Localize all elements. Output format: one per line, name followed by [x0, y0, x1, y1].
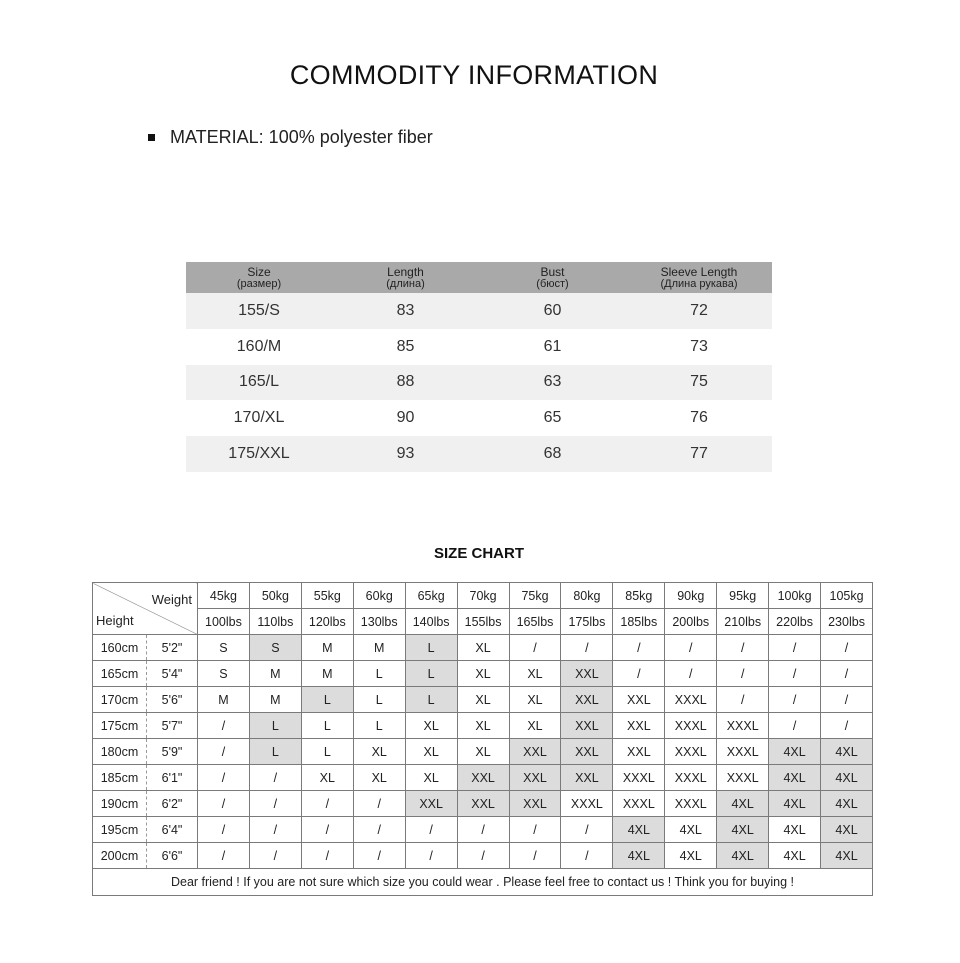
- height-ft-cell: 5'9": [147, 739, 198, 765]
- size-cell: XXL: [561, 739, 613, 765]
- size-cell: /: [249, 765, 301, 791]
- size-cell: /: [717, 635, 769, 661]
- size-cell: XXL: [561, 765, 613, 791]
- size-cell: 4XL: [821, 765, 873, 791]
- height-ft-cell: 6'4": [147, 817, 198, 843]
- size-cell: XL: [301, 765, 353, 791]
- size-chart-row: [93, 739, 873, 765]
- size-cell: /: [665, 661, 717, 687]
- measurement-cell: 160/M: [186, 329, 332, 365]
- size-cell: M: [301, 661, 353, 687]
- measurement-cell: 75: [626, 365, 772, 401]
- height-ft-cell: 5'7": [147, 713, 198, 739]
- weight-kg-header: 85kg: [613, 583, 665, 609]
- size-cell: /: [457, 843, 509, 869]
- size-cell: 4XL: [821, 843, 873, 869]
- height-ft-cell: 6'6": [147, 843, 198, 869]
- column-header-length: Length (длина): [332, 262, 479, 293]
- weight-kg-header: 90kg: [665, 583, 717, 609]
- size-cell: /: [301, 843, 353, 869]
- size-chart-row: [93, 687, 873, 713]
- size-cell: L: [301, 713, 353, 739]
- size-cell: 4XL: [821, 817, 873, 843]
- size-cell: 4XL: [769, 817, 821, 843]
- height-ft-cell: 5'2": [147, 635, 198, 661]
- size-cell: XL: [457, 713, 509, 739]
- weight-lbs-header: 140lbs: [405, 609, 457, 635]
- measurement-cell: 170/XL: [186, 400, 332, 436]
- size-cell: L: [301, 687, 353, 713]
- measurement-table: [186, 262, 772, 472]
- column-header-bust: Bust (бюст): [479, 262, 626, 293]
- size-chart-row: [93, 765, 873, 791]
- height-ft-cell: 6'2": [147, 791, 198, 817]
- size-cell: /: [249, 817, 301, 843]
- measurement-cell: 65: [479, 400, 626, 436]
- size-cell: /: [353, 791, 405, 817]
- weight-kg-header: 95kg: [717, 583, 769, 609]
- measurement-cell: 165/L: [186, 365, 332, 401]
- size-cell: XXXL: [561, 791, 613, 817]
- size-cell: XXXL: [665, 739, 717, 765]
- measurement-cell: 60: [479, 293, 626, 329]
- size-cell: 4XL: [769, 791, 821, 817]
- size-cell: XL: [405, 739, 457, 765]
- weight-lbs-header: 155lbs: [457, 609, 509, 635]
- size-chart-table: [92, 582, 873, 896]
- size-cell: /: [769, 635, 821, 661]
- height-cm-cell: 195cm: [93, 817, 147, 843]
- weight-kg-header: 105kg: [821, 583, 873, 609]
- size-chart-row: [93, 635, 873, 661]
- size-cell: L: [249, 713, 301, 739]
- size-cell: /: [769, 713, 821, 739]
- weight-kg-header: 50kg: [249, 583, 301, 609]
- size-cell: L: [353, 687, 405, 713]
- size-cell: /: [353, 843, 405, 869]
- size-cell: /: [198, 843, 250, 869]
- height-label: Height: [96, 613, 134, 628]
- measurement-header-row: [186, 262, 772, 293]
- size-cell: /: [198, 713, 250, 739]
- size-cell: XL: [405, 713, 457, 739]
- weight-lbs-header: 200lbs: [665, 609, 717, 635]
- weight-kg-header: 80kg: [561, 583, 613, 609]
- measurement-cell: 76: [626, 400, 772, 436]
- size-chart-row: [93, 713, 873, 739]
- size-cell: XL: [457, 661, 509, 687]
- weight-kg-header: 55kg: [301, 583, 353, 609]
- size-cell: 4XL: [613, 843, 665, 869]
- size-cell: XL: [509, 687, 561, 713]
- size-cell: 4XL: [769, 739, 821, 765]
- size-cell: /: [821, 635, 873, 661]
- size-cell: XXL: [561, 713, 613, 739]
- measurement-cell: 72: [626, 293, 772, 329]
- size-cell: XXL: [509, 739, 561, 765]
- size-cell: XXL: [613, 713, 665, 739]
- weight-lbs-header: 220lbs: [769, 609, 821, 635]
- measurement-cell: 77: [626, 436, 772, 472]
- measurement-cell: 90: [332, 400, 479, 436]
- height-cm-cell: 160cm: [93, 635, 147, 661]
- size-cell: M: [198, 687, 250, 713]
- size-cell: /: [561, 817, 613, 843]
- size-cell: XXL: [457, 791, 509, 817]
- size-cell: /: [717, 687, 769, 713]
- size-cell: XXXL: [717, 765, 769, 791]
- size-cell: M: [249, 687, 301, 713]
- weight-lbs-header: 110lbs: [249, 609, 301, 635]
- size-cell: L: [405, 687, 457, 713]
- size-cell: /: [821, 713, 873, 739]
- size-cell: XXXL: [717, 739, 769, 765]
- size-cell: /: [301, 817, 353, 843]
- size-cell: XL: [509, 713, 561, 739]
- size-cell: XXL: [561, 687, 613, 713]
- size-cell: XL: [353, 739, 405, 765]
- measurement-row: [186, 329, 772, 365]
- size-cell: XXXL: [613, 765, 665, 791]
- weight-lbs-header: 165lbs: [509, 609, 561, 635]
- size-cell: M: [301, 635, 353, 661]
- size-cell: /: [509, 843, 561, 869]
- weight-lbs-header: 210lbs: [717, 609, 769, 635]
- weight-lbs-header: 120lbs: [301, 609, 353, 635]
- height-ft-cell: 5'6": [147, 687, 198, 713]
- size-chart-row: [93, 791, 873, 817]
- weight-label: Weight: [151, 592, 192, 607]
- size-cell: XXL: [509, 765, 561, 791]
- measurement-row: [186, 293, 772, 329]
- size-cell: XXL: [613, 687, 665, 713]
- size-cell: XXXL: [665, 765, 717, 791]
- measurement-cell: 83: [332, 293, 479, 329]
- weight-lbs-header: 230lbs: [821, 609, 873, 635]
- size-cell: /: [821, 687, 873, 713]
- size-chart-note: Dear friend ! If you are not sure which size you could wear . Please feel free to contact us ! Think you for buying !: [93, 869, 873, 896]
- size-cell: /: [301, 791, 353, 817]
- size-cell: 4XL: [821, 739, 873, 765]
- size-cell: 4XL: [613, 817, 665, 843]
- size-cell: L: [405, 635, 457, 661]
- weight-kg-header: 60kg: [353, 583, 405, 609]
- size-cell: L: [405, 661, 457, 687]
- measurement-row: [186, 365, 772, 401]
- weight-kg-header: 70kg: [457, 583, 509, 609]
- size-cell: 4XL: [665, 817, 717, 843]
- size-cell: 4XL: [717, 817, 769, 843]
- size-cell: L: [353, 713, 405, 739]
- height-ft-cell: 6'1": [147, 765, 198, 791]
- size-cell: XL: [457, 739, 509, 765]
- size-chart-row: [93, 661, 873, 687]
- size-cell: /: [769, 661, 821, 687]
- size-cell: XL: [405, 765, 457, 791]
- size-cell: XXXL: [665, 791, 717, 817]
- weight-lbs-row: [93, 609, 873, 635]
- measurement-cell: 73: [626, 329, 772, 365]
- measurement-row: [186, 400, 772, 436]
- size-cell: XL: [457, 635, 509, 661]
- corner-header: [93, 583, 198, 635]
- measurement-cell: 155/S: [186, 293, 332, 329]
- size-cell: /: [613, 635, 665, 661]
- measurement-cell: 61: [479, 329, 626, 365]
- size-cell: 4XL: [769, 765, 821, 791]
- size-cell: XXL: [561, 661, 613, 687]
- size-cell: /: [561, 843, 613, 869]
- material-line: [148, 127, 433, 148]
- size-cell: XL: [353, 765, 405, 791]
- weight-kg-header: 45kg: [198, 583, 250, 609]
- size-cell: XXL: [613, 739, 665, 765]
- weight-kg-header: 75kg: [509, 583, 561, 609]
- size-cell: 4XL: [769, 843, 821, 869]
- height-cm-cell: 190cm: [93, 791, 147, 817]
- page-title: COMMODITY INFORMATION: [289, 60, 659, 90]
- measurement-row: [186, 436, 772, 472]
- size-cell: /: [821, 661, 873, 687]
- size-cell: /: [198, 791, 250, 817]
- measurement-cell: 68: [479, 436, 626, 472]
- weight-kg-header: 65kg: [405, 583, 457, 609]
- size-cell: 4XL: [665, 843, 717, 869]
- column-header-sleeve-length: Sleeve Length (Длина рукава): [626, 262, 772, 293]
- size-cell: XXXL: [665, 713, 717, 739]
- size-cell: M: [353, 635, 405, 661]
- height-cm-cell: 185cm: [93, 765, 147, 791]
- size-cell: /: [198, 739, 250, 765]
- height-cm-cell: 180cm: [93, 739, 147, 765]
- size-cell: /: [509, 635, 561, 661]
- weight-lbs-header: 185lbs: [613, 609, 665, 635]
- weight-lbs-header: 130lbs: [353, 609, 405, 635]
- size-cell: XXL: [509, 791, 561, 817]
- size-cell: L: [249, 739, 301, 765]
- size-chart-note-row: [93, 869, 873, 896]
- size-cell: XXXL: [665, 687, 717, 713]
- weight-lbs-header: 175lbs: [561, 609, 613, 635]
- size-cell: 4XL: [717, 843, 769, 869]
- measurement-cell: 63: [479, 365, 626, 401]
- size-cell: L: [353, 661, 405, 687]
- size-cell: 4XL: [717, 791, 769, 817]
- size-cell: /: [561, 635, 613, 661]
- size-chart-row: [93, 817, 873, 843]
- size-cell: S: [198, 661, 250, 687]
- material-text: MATERIAL: 100% polyester fiber: [170, 127, 433, 147]
- size-cell: /: [665, 635, 717, 661]
- weight-lbs-header: 100lbs: [198, 609, 250, 635]
- size-cell: /: [249, 843, 301, 869]
- measurement-cell: 85: [332, 329, 479, 365]
- size-cell: XL: [457, 687, 509, 713]
- measurement-cell: 88: [332, 365, 479, 401]
- size-cell: XXXL: [613, 791, 665, 817]
- weight-kg-header: 100kg: [769, 583, 821, 609]
- height-cm-cell: 200cm: [93, 843, 147, 869]
- measurement-cell: 175/XXL: [186, 436, 332, 472]
- height-cm-cell: 165cm: [93, 661, 147, 687]
- size-chart-row: [93, 843, 873, 869]
- height-cm-cell: 170cm: [93, 687, 147, 713]
- size-cell: /: [198, 817, 250, 843]
- column-header-size: Size (размер): [186, 262, 332, 293]
- size-cell: XXL: [457, 765, 509, 791]
- size-cell: S: [198, 635, 250, 661]
- size-cell: /: [457, 817, 509, 843]
- size-cell: XXXL: [717, 713, 769, 739]
- size-cell: XL: [509, 661, 561, 687]
- size-cell: /: [769, 687, 821, 713]
- height-ft-cell: 5'4": [147, 661, 198, 687]
- size-cell: /: [405, 843, 457, 869]
- size-cell: /: [717, 661, 769, 687]
- measurement-cell: 93: [332, 436, 479, 472]
- size-cell: 4XL: [821, 791, 873, 817]
- size-cell: M: [249, 661, 301, 687]
- size-cell: /: [249, 791, 301, 817]
- size-cell: /: [509, 817, 561, 843]
- size-cell: /: [198, 765, 250, 791]
- size-cell: /: [353, 817, 405, 843]
- size-cell: /: [613, 661, 665, 687]
- height-cm-cell: 175cm: [93, 713, 147, 739]
- size-chart-title: SIZE CHART: [434, 545, 524, 562]
- size-cell: L: [301, 739, 353, 765]
- weight-kg-row: [93, 583, 873, 609]
- size-cell: S: [249, 635, 301, 661]
- size-cell: XXL: [405, 791, 457, 817]
- square-bullet-icon: [148, 134, 155, 141]
- size-cell: /: [405, 817, 457, 843]
